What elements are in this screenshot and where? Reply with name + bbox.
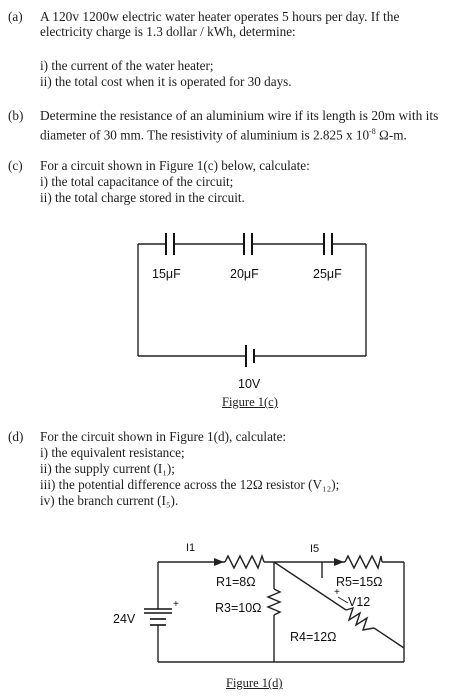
- r3-label: R3=10Ω: [215, 601, 262, 615]
- part-d-item3: iii) the potential difference across the 12Ω resistor (V₁₂);: [40, 477, 340, 492]
- part-c-item2: ii) the total charge stored in the circuit.: [40, 190, 245, 205]
- r5-label: R5=15Ω: [336, 575, 383, 589]
- resistor-r1-icon: [225, 556, 264, 568]
- battery-plus-label: +: [173, 599, 179, 610]
- cap-20uf-label: 20μF: [230, 267, 259, 281]
- part-d-item1: i) the equivalent resistance;: [40, 445, 185, 460]
- r4-label: R4=12Ω: [290, 630, 337, 644]
- part-d-item4: iv) the branch current (I₅).: [40, 493, 179, 508]
- part-a-item1: i) the current of the water heater;: [40, 58, 214, 73]
- part-d-marker: (d): [8, 429, 24, 444]
- part-a-line1: A 120v 1200w electric water heater operates 5 hours per day. If the: [40, 9, 400, 24]
- i1-label: I1: [186, 542, 196, 554]
- resistor-r5-icon: [345, 556, 382, 568]
- v12-plus-label: +: [334, 587, 340, 598]
- figure-1c-caption: Figure 1(c): [222, 395, 278, 409]
- resistor-r4-icon: [346, 608, 374, 630]
- part-d-line1: For the circuit shown in Figure 1(d), calculate:: [40, 429, 287, 444]
- source-10v-label: 10V: [238, 377, 261, 391]
- part-a-marker: (a): [8, 9, 23, 24]
- part-b-line1: Determine the resistance of an aluminium wire if its length is 20m with its: [40, 108, 439, 123]
- source-24v-label: 24V: [113, 612, 136, 626]
- figure-1d-caption: Figure 1(d): [226, 676, 283, 690]
- arrow-i1-icon: [214, 558, 224, 566]
- part-b-line2: diameter of 30 mm. The resistivity of aluminium is 2.825 x $10^{-8}$ Ω-m.: [40, 127, 407, 143]
- cap-15uf-label: 15μF: [152, 267, 181, 281]
- part-c-marker: (c): [8, 158, 23, 173]
- arrow-i5-icon: [334, 558, 344, 566]
- v12-label: V12: [348, 595, 371, 609]
- r1-label: R1=8Ω: [216, 575, 256, 589]
- cap-25uf-label: 25μF: [313, 267, 342, 281]
- i5-label: I5: [310, 543, 320, 555]
- part-c-line1: For a circuit shown in Figure 1(c) below, calculate:: [40, 158, 310, 173]
- part-d-item2: ii) the supply current (I₁);: [40, 461, 175, 476]
- part-a-line2: electricity charge is 1.3 dollar / kWh, determine:: [40, 24, 296, 39]
- battery-24v-icon: [144, 609, 172, 625]
- part-b-marker: (b): [8, 108, 24, 123]
- part-c-item1: i) the total capacitance of the circuit;: [40, 174, 234, 189]
- part-a-item2: ii) the total cost when it is operated for 30 days.: [40, 74, 292, 89]
- resistor-r3-icon: [268, 589, 280, 615]
